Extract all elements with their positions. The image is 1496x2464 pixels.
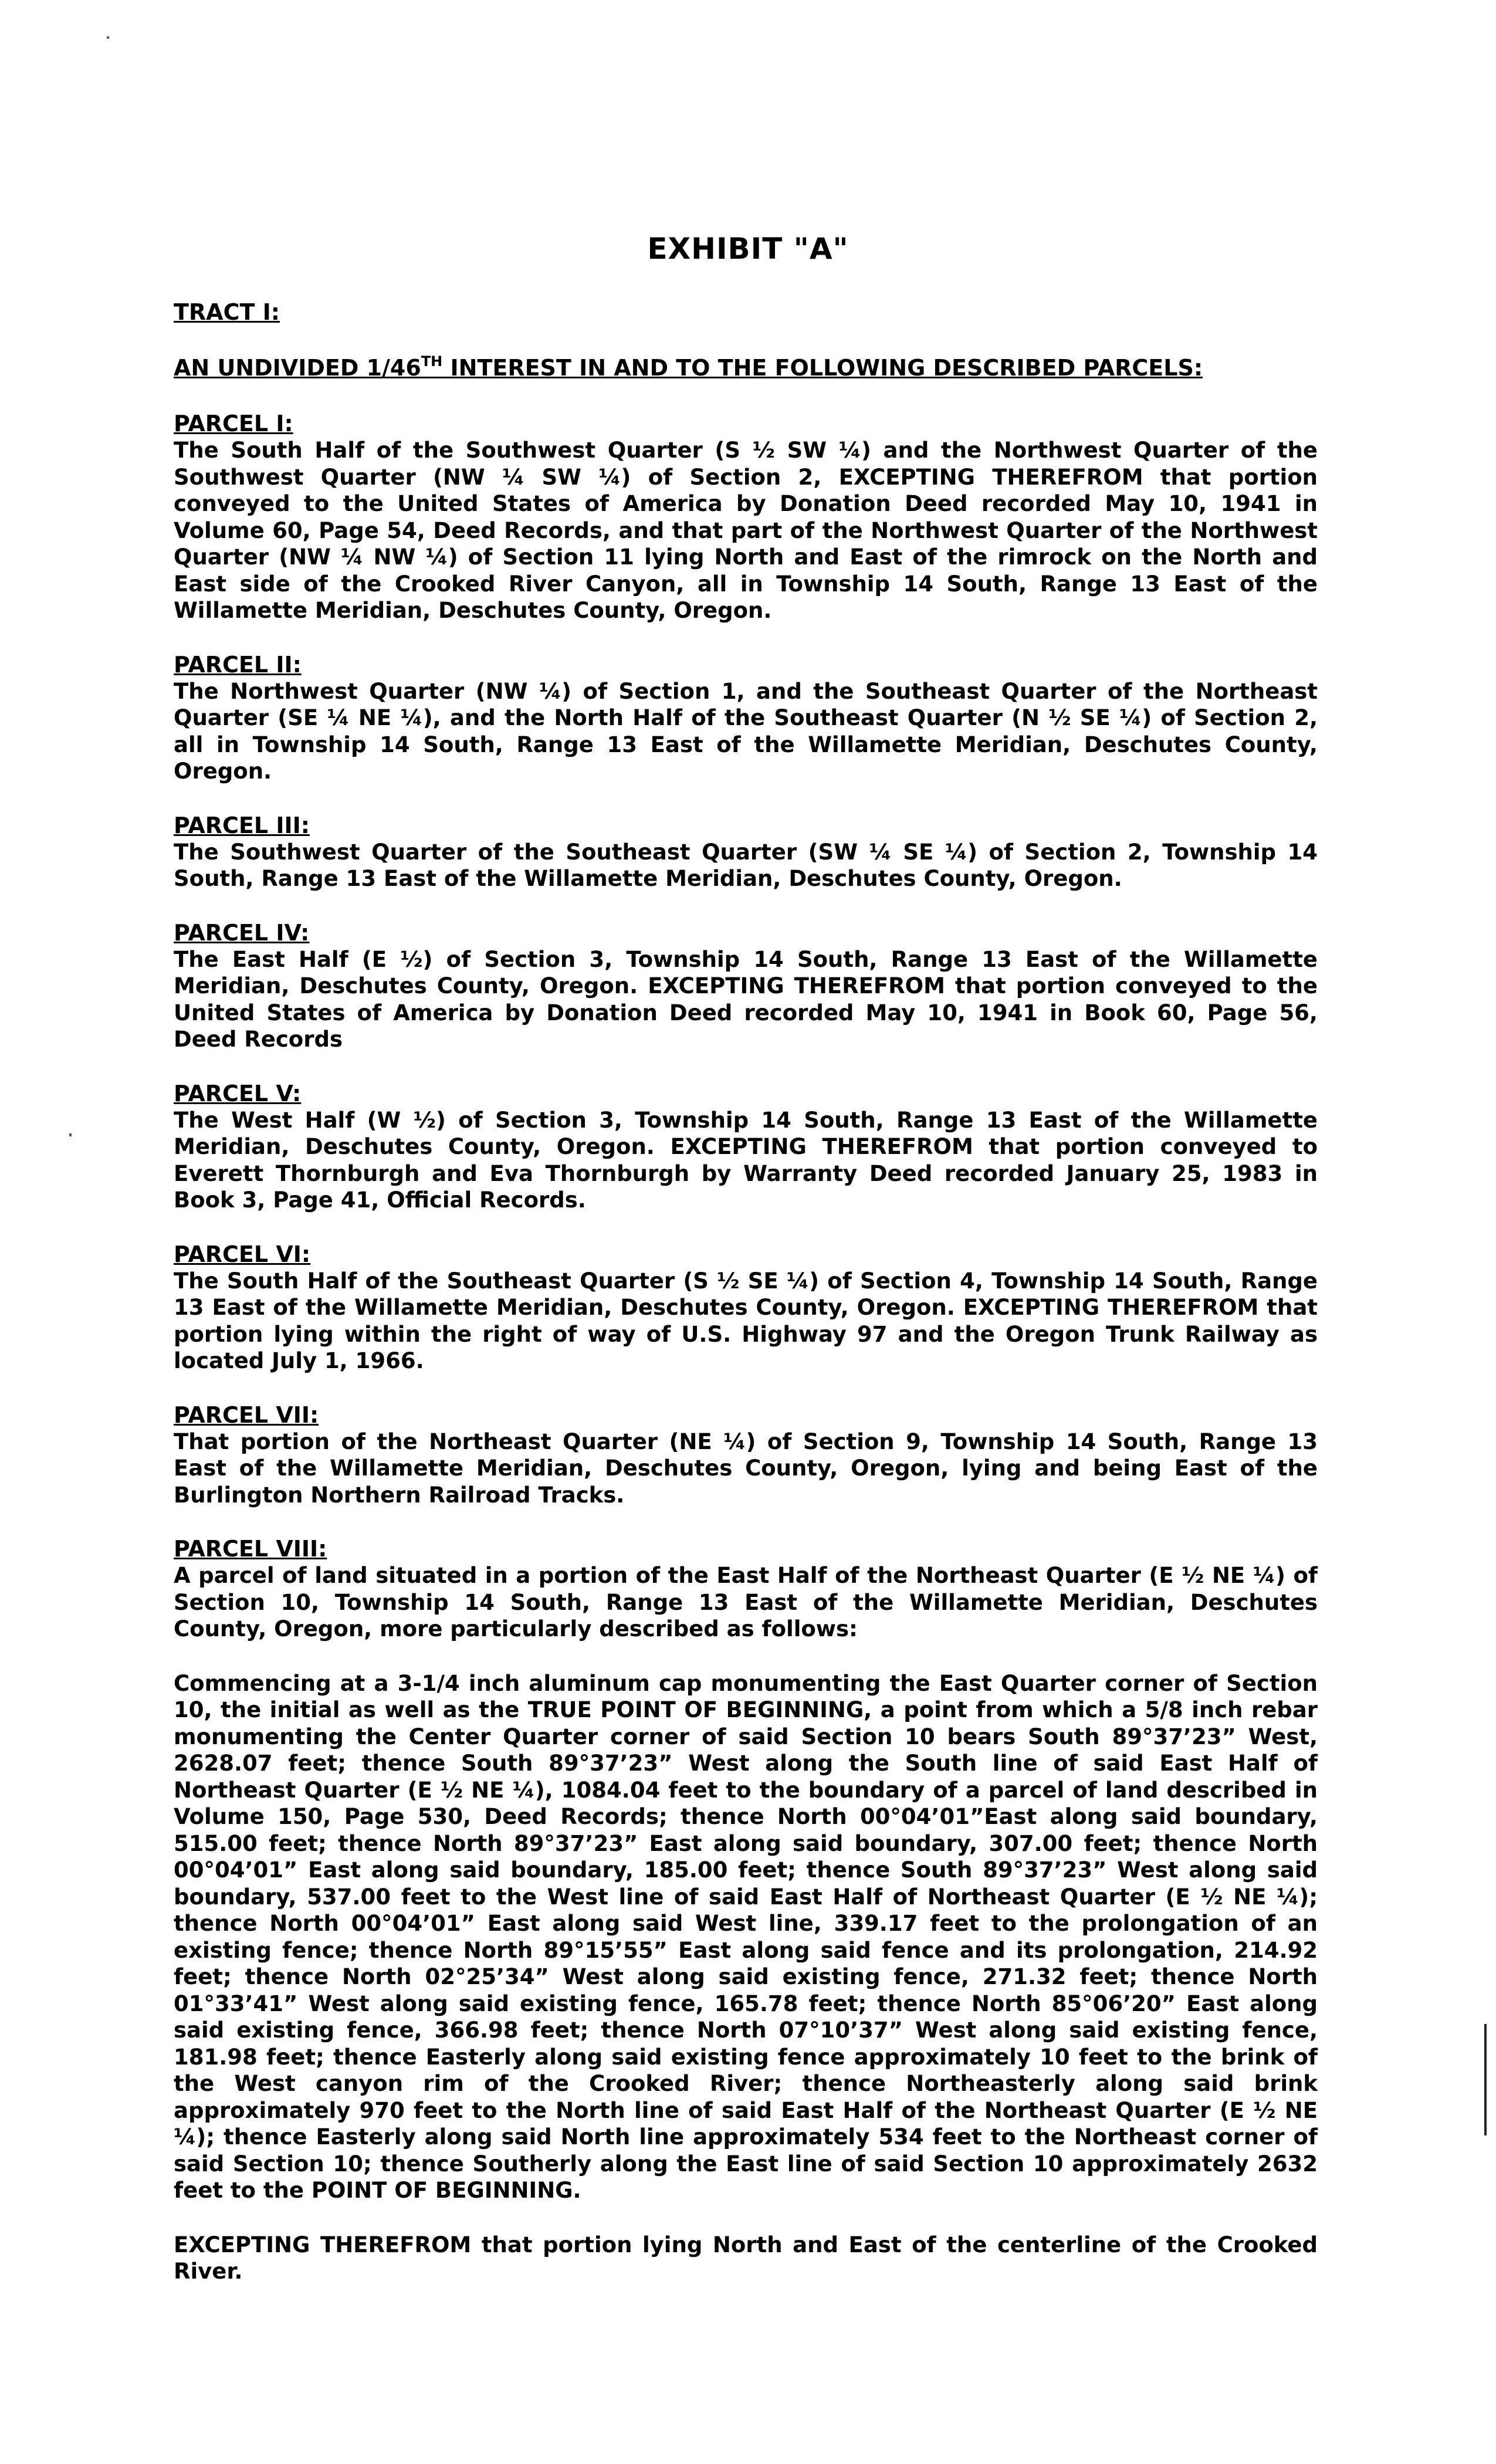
exception-paragraph: EXCEPTING THEREFROM that portion lying North and East of the centerline of the Crooked River.	[174, 2232, 1318, 2284]
interest-prefix: AN UNDIVIDED 1/46	[174, 355, 421, 381]
parcel-block	[174, 1241, 1318, 1375]
parcel-heading: PARCEL I:	[174, 411, 293, 436]
parcel-description: The West Half (W ½) of Section 3, Township 14 South, Range 13 East of the Willamette Meridian, Deschutes County, Oregon. EXCEPTING THEREFROM that portion conveyed to Everett Thornburgh and Eva Thornburgh by Warranty Deed recorded January 25, 1983 in Book 3, Page 41, Official Records.	[174, 1107, 1318, 1213]
tract-heading: TRACT I:	[174, 299, 280, 325]
parcel-heading: PARCEL IV:	[174, 919, 310, 946]
parcel-description: The South Half of the Southwest Quarter (S ½ SW ¼) and the Northwest Quarter of the Southwest Quarter (NW ¼ SW ¼) of Section 2, EXCEPTING THEREFROM that portion conveyed to the United States of America by Donation Deed recorded May 10, 1941 in Volume 60, Page 54, Deed Records, and that part of the Northwest Quarter of the Northwest Quarter (NW ¼ NW ¼) of Section 11 lying North and East of the rimrock on the North and East side of the Crooked River Canyon, all in Township 14 South, Range 13 East of the Willamette Meridian, Deschutes County, Oregon.	[174, 438, 1318, 623]
parcel-description: The Southwest Quarter of the Southeast Quarter (SW ¼ SE ¼) of Section 2, Township 14 South, Range 13 East of the Willamette Meridian, Deschutes County, Oregon.	[174, 839, 1318, 891]
parcel-heading: PARCEL II:	[174, 651, 302, 678]
parcel-heading: PARCEL VI:	[174, 1241, 311, 1267]
parcel-block	[174, 652, 1318, 785]
parcel-block	[174, 1536, 1318, 1643]
exhibit-title: EXHIBIT "A"	[647, 232, 849, 266]
parcel-block	[174, 813, 1318, 892]
parcel-description: The Northwest Quarter (NW ¼) of Section 1, and the Southeast Quarter of the Northeast Quarter (SE ¼ NE ¼), and the North Half of the Southeast Quarter (N ½ SE ¼) of Section 2, all in Township 14 South, Range 13 East of the Willamette Meridian, Deschutes County, Oregon.	[174, 678, 1318, 784]
interest-heading	[174, 355, 1203, 381]
scan-edge-mark	[1484, 2024, 1487, 2135]
parcel-block	[174, 411, 1318, 624]
parcel-heading: PARCEL III:	[174, 812, 310, 838]
parcel-description: A parcel of land situated in a portion of the East Half of the Northeast Quarter (E ½ NE ¼) of Section 10, Township 14 South, Range 13 East of the Willamette Meridian, Deschutes County, Oregon, more particularly described as follows:	[174, 1563, 1318, 1641]
parcel-heading: PARCEL VIII:	[174, 1536, 327, 1562]
parcel-block	[174, 1402, 1318, 1509]
scan-speck	[107, 36, 109, 39]
parcel-description: The South Half of the Southeast Quarter (S ½ SE ¼) of Section 4, Township 14 South, Range 13 East of the Willamette Meridian, Deschutes County, Oregon. EXCEPTING THEREFROM that portion lying within the right of way of U.S. Highway 97 and the Oregon Trunk Railway as located July 1, 1966.	[174, 1268, 1318, 1373]
scan-speck	[69, 1133, 72, 1136]
parcels-body	[174, 411, 1318, 2313]
metes-and-bounds-paragraph: Commencing at a 3-1/4 inch aluminum cap monumenting the East Quarter corner of Section 10, the initial as well as the TRUE POINT OF BEGINNING, a point from which a 5/8 inch rebar monumenting the Center Quarter corner of said Section 10 bears South 89°37’23” West, 2628.07 feet; thence South 89°37’23” West along the South line of said East Half of Northeast Quarter (E ½ NE ¼), 1084.04 feet to the boundary of a parcel of land described in Volume 150, Page 530, Deed Records; thence North 00°04’01”East along said boundary, 515.00 feet; thence North 89°37’23” East along said boundary, 307.00 feet; thence North 00°04’01” East along said boundary, 185.00 feet; thence South 89°37’23” West along said boundary, 537.00 feet to the West line of said East Half of Northeast Quarter (E ½ NE ¼); thence North 00°04’01” East along said West line, 339.17 feet to the prolongation of an existing fence; thence North 89°15’55” East along said fence and its prolongation, 214.92 feet; thence North 02°25’34” West along said existing fence, 271.32 feet; thence North 01°33’41” West along said existing fence, 165.78 feet; thence North 85°06’20” East along said existing fence, 366.98 feet; thence North 07°10’37” West along said existing fence, 181.98 feet; thence Easterly along said existing fence approximately 10 feet to the brink of the West canyon rim of the Crooked River; thence Northeasterly along said brink approximately 970 feet to the North line of said East Half of the Northeast Quarter (E ½ NE ¼); thence Easterly along said North line approximately 534 feet to the Northeast corner of said Section 10; thence Southerly along the East line of said Section 10 approximately 2632 feet to the POINT OF BEGINNING.	[174, 1670, 1318, 2203]
interest-superscript: TH	[421, 353, 443, 370]
interest-suffix: INTEREST IN AND TO THE FOLLOWING DESCRIBED PARCELS:	[442, 355, 1203, 381]
parcel-block	[174, 920, 1318, 1053]
parcel-description: The East Half (E ½) of Section 3, Township 14 South, Range 13 East of the Willamette Meridian, Deschutes County, Oregon. EXCEPTING THEREFROM that portion conveyed to the United States of America by Donation Deed recorded May 10, 1941 in Book 60, Page 56, Deed Records	[174, 946, 1318, 1052]
parcel-heading: PARCEL VII:	[174, 1402, 319, 1428]
parcel-heading: PARCEL V:	[174, 1080, 302, 1106]
parcel-description: That portion of the Northeast Quarter (NE ¼) of Section 9, Township 14 South, Range 13 East of the Willamette Meridian, Deschutes County, Oregon, lying and being East of the Burlington Northern Railroad Tracks.	[174, 1429, 1318, 1508]
parcel-block	[174, 1081, 1318, 1214]
